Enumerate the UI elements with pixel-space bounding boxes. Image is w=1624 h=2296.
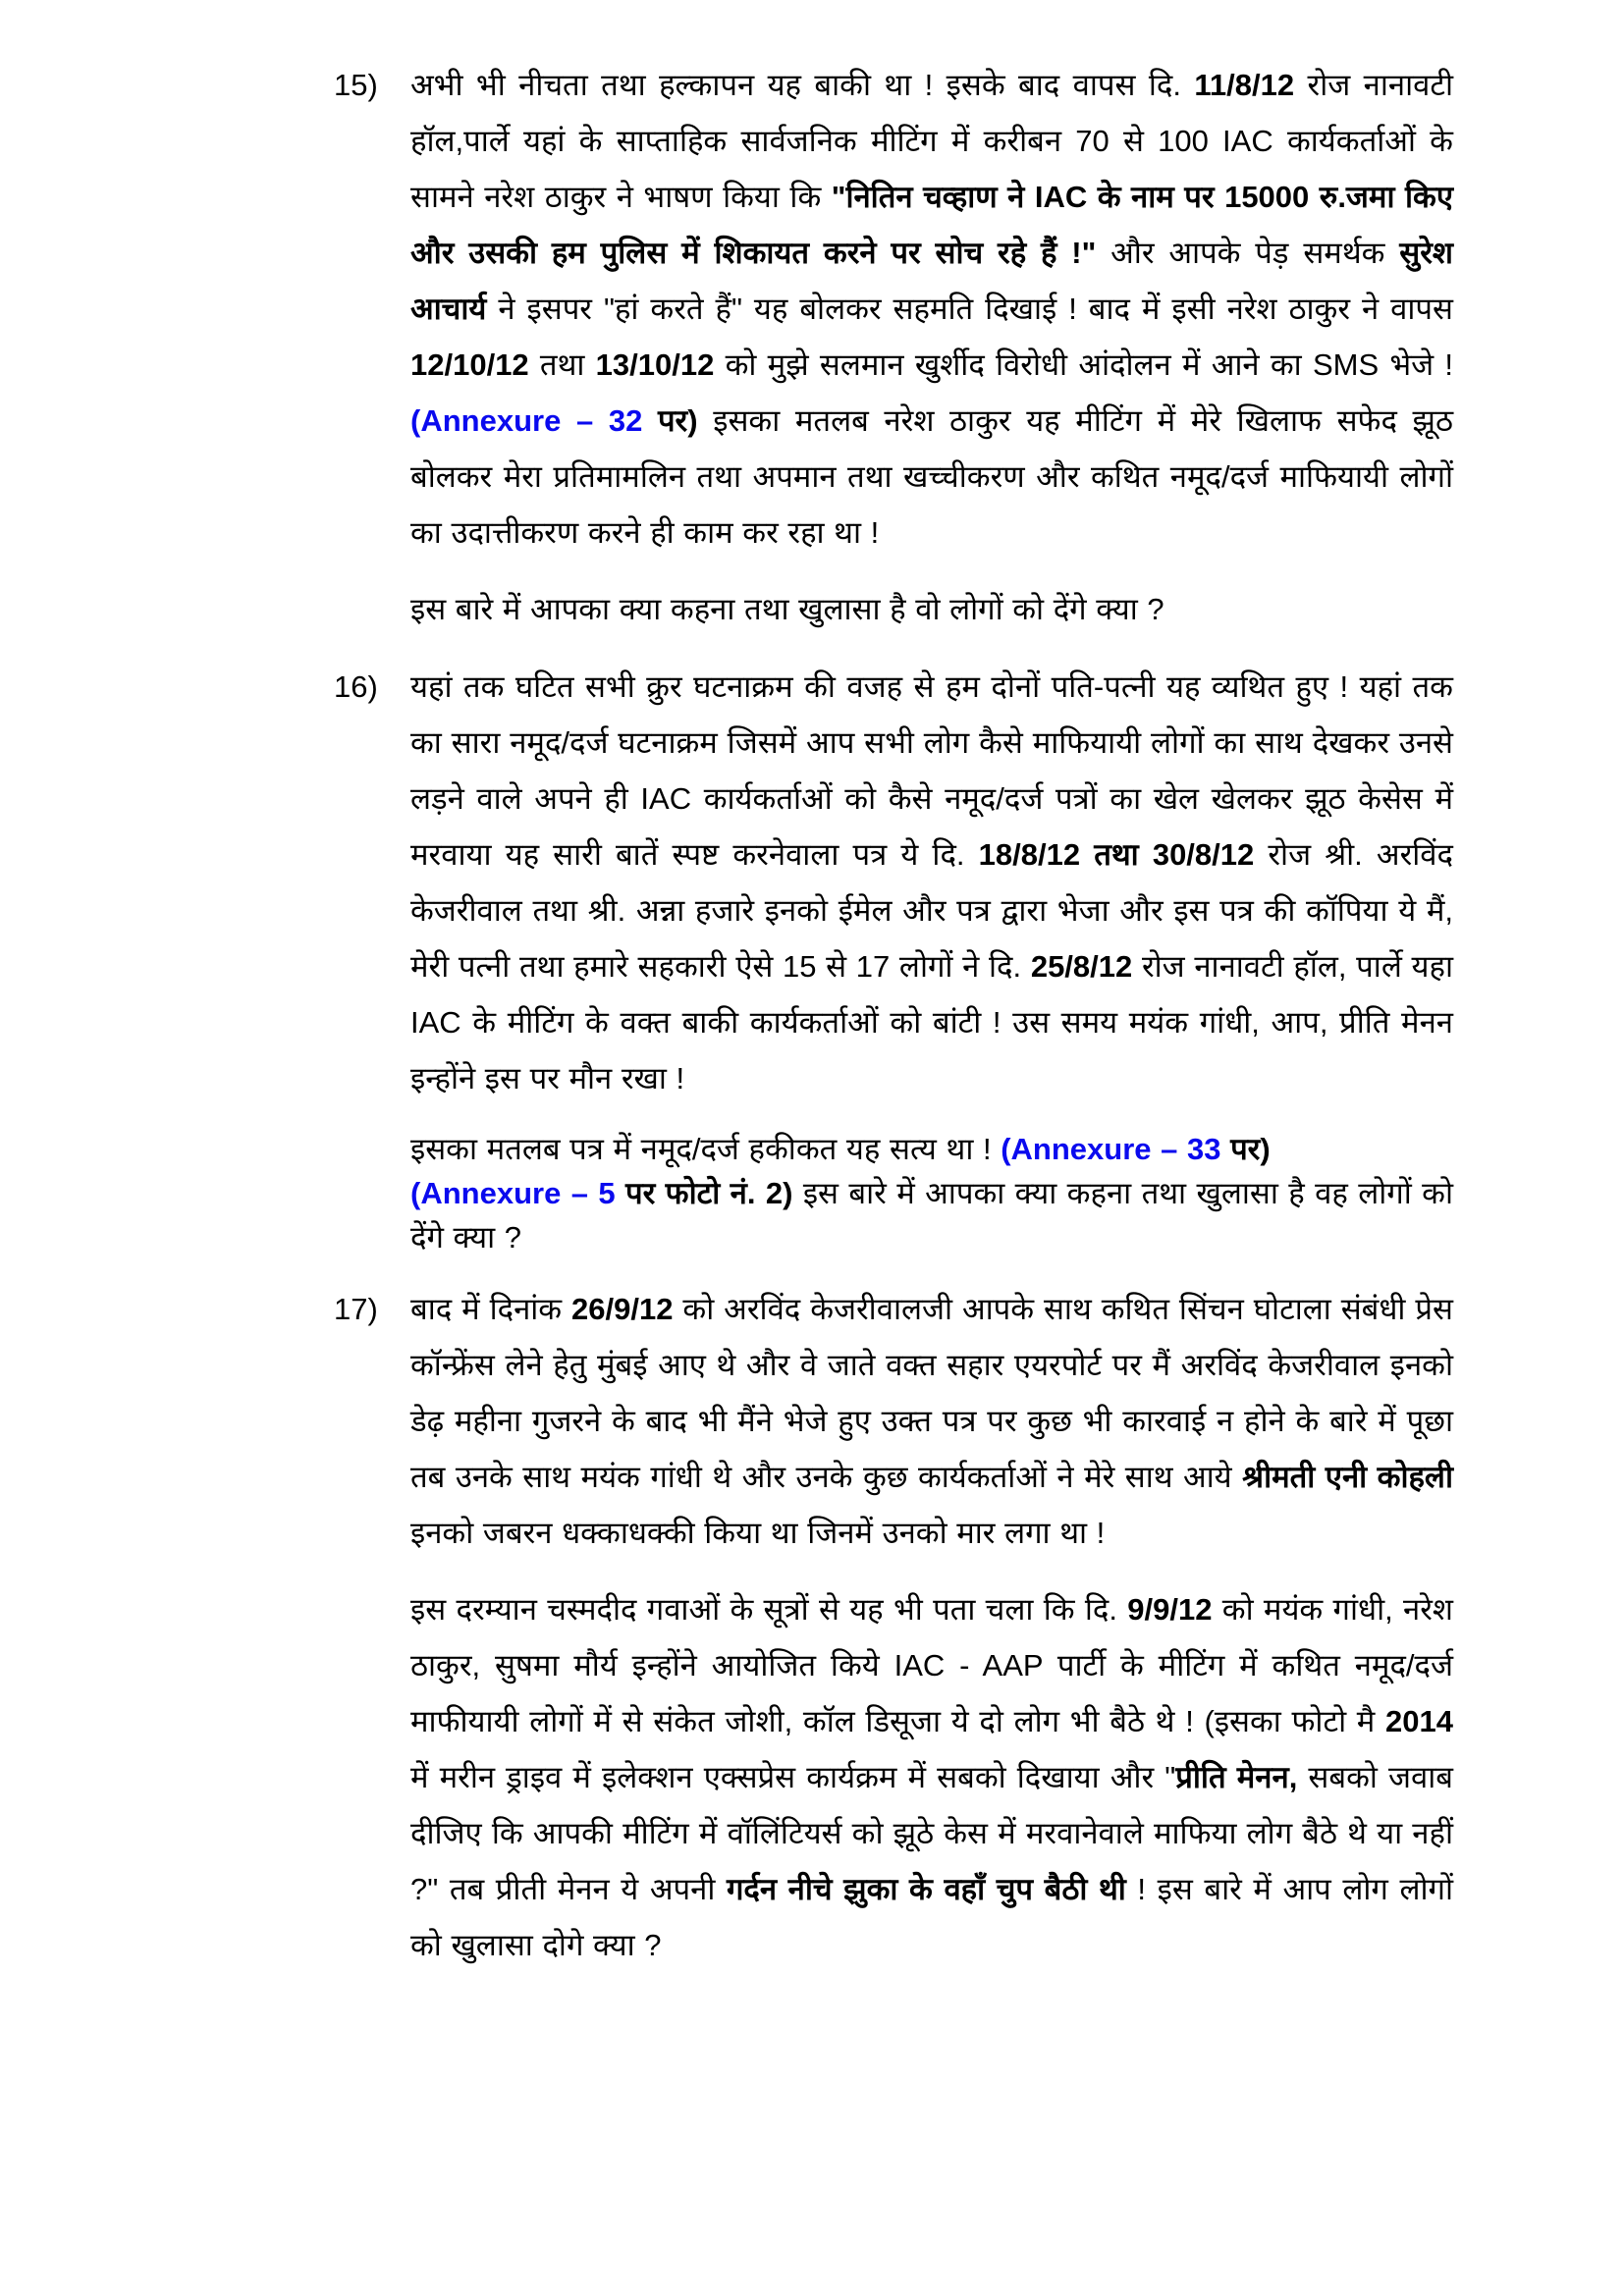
- text-segment: में मरीन ड्राइव में इलेक्शन एक्सप्रेस कार्यक्रम में सबको दिखाया और ": [410, 1760, 1176, 1794]
- text-segment: तथा: [528, 347, 596, 382]
- text-segment: इस बारे में आपका क्या कहना तथा खुलासा है वो लोगों को देंगे क्या ?: [410, 592, 1164, 626]
- text-segment: 11/8/12: [1194, 68, 1295, 102]
- text-segment: पर): [1230, 1132, 1271, 1166]
- text-segment: इसका मतलब पत्र में नमूद/दर्ज हकीकत यह सत्य था !: [410, 1132, 1001, 1166]
- text-segment: बाद में दिनांक: [410, 1292, 572, 1326]
- text-segment: इस बारे में आपका क्या कहना तथा खुलासा है वह लोगों को देंगे क्या ?: [410, 1176, 1453, 1255]
- text-segment: प्रीति मेनन,: [1175, 1760, 1298, 1794]
- list-item-17: [334, 1281, 1453, 1973]
- text-segment: 13/10/12: [595, 347, 715, 382]
- text-segment: गर्दन नीचे झुका के वहाँ चुप बैठी थी: [726, 1872, 1126, 1906]
- item-content: [410, 57, 1453, 637]
- text-segment: ! इस बारे में आप लोग लोगों को खुलासा दोगे क्या ?: [410, 1872, 1453, 1962]
- text-segment: 25/8/12: [1030, 949, 1133, 984]
- text-segment: को अरविंद केजरीवालजी आपके साथ कथित सिंचन घोटाला संबंधी प्रेस कॉन्फ्रेंस लेने हेतु मुंबई आए थे और वे जाते वक्त सहार एयरपोर्ट पर मैं अरविंद केजरीवाल इनको डेढ़ महीना गुजरने के बाद भी मैंने भेजे हुए उक्त पत्र पर कुछ भी कारवाई न होने के बारे में पूछा तब उनके साथ मयंक गांधी थे और उनके कुछ कार्यकर्ताओं ने मेरे साथ आये: [410, 1292, 1453, 1494]
- text-segment: "नितिन चव्हाण ने IAC के नाम पर 15000 रु.जमा किए और उसकी हम पुलिस में शिकायत करने पर सोच रहे हैं !": [410, 180, 1453, 270]
- item-number: 16): [334, 669, 378, 704]
- item-content: [410, 659, 1453, 1259]
- paragraph: [410, 1281, 1453, 1561]
- list-item-16: [334, 659, 1453, 1259]
- annexure-reference: (Annexure – 5: [410, 1176, 625, 1210]
- item-number: 17): [334, 1292, 378, 1326]
- text-segment: सबको जवाब दीजिए कि आपकी मीटिंग में वॉलिंटियर्स को झूठे केस में मरवानेवाले माफिया लोग बैठे थे या नहीं ?" तब प्रीती मेनन ये अपनी: [410, 1760, 1453, 1906]
- paragraph: [410, 1581, 1453, 1973]
- item-content: [410, 1281, 1453, 1973]
- text-segment: 9/9/12: [1127, 1592, 1213, 1627]
- text-segment: रोज नानावटी हॉल, पार्ले यहा IAC के मीटिंग के वक्त बाकी कार्यकर्ताओं को बांटी ! उस समय मयंक गांधी, आप, प्रीति मेनन इन्होंने इस पर मौन रखा !: [410, 949, 1453, 1095]
- text-segment: अभी भी नीचता तथा हल्कापन यह बाकी था ! इसके बाद वापस दि.: [410, 68, 1195, 102]
- document-page: [334, 57, 1453, 1973]
- text-segment: 2014: [1385, 1704, 1453, 1738]
- text-segment: पर फोटो नं. 2): [624, 1176, 793, 1210]
- text-segment: को मयंक गांधी, नरेश ठाकुर, सुषमा मौर्य इन्होंने आयोजित किये IAC - AAP पार्टी के मीटिंग में कथित नमूद/दर्ज माफीयायी लोगों में से संकेत जोशी, कॉल डिसूजा ये दो लोग भी बैठे थे ! (इसका फोटो मै: [410, 1592, 1453, 1738]
- text-segment: रोज नानावटी हॉल,पार्ले यहां के साप्ताहिक सार्वजनिक मीटिंग में करीबन 70 से 100 IAC कार्यकर्ताओं के सामने नरेश ठाकुर ने भाषण किया कि: [410, 68, 1454, 214]
- text-segment: ने इसपर "हां करते हैं" यह बोलकर सहमति दिखाई ! बाद में इसी नरेश ठाकुर ने वापस: [486, 292, 1453, 326]
- text-segment: इस दरम्यान चस्मदीद गवाओं के सूत्रों से यह भी पता चला कि दि.: [410, 1592, 1128, 1627]
- text-segment: 26/9/12: [571, 1292, 674, 1326]
- annexure-reference: (Annexure – 33: [1001, 1132, 1231, 1166]
- list-item-15: [334, 57, 1453, 637]
- text-segment: 18/8/12 तथा 30/8/12: [978, 837, 1255, 872]
- text-segment: इसका मतलब नरेश ठाकुर यह मीटिंग में मेरे खिलाफ सफेद झूठ बोलकर मेरा प्रतिमामलिन तथा अपमान तथा खच्चीकरण और कथित नमूद/दर्ज माफियायी लोगों का उदात्तीकरण करने ही काम कर रहा था !: [410, 403, 1454, 550]
- text-segment: श्रीमती एनी कोहली: [1242, 1460, 1453, 1494]
- text-segment: इनको जबरन धक्काधक्की किया था जिनमें उनको मार लगा था !: [410, 1516, 1106, 1550]
- text-segment: यहां तक घटित सभी क्रुर घटनाक्रम की वजह से हम दोनों पति-पत्नी यह व्यथित हुए ! यहां तक का सारा नमूद/दर्ज घटनाक्रम जिसमें आप सभी लोग कैसे माफियायी लोगों का साथ देखकर उनसे लड़ने वाले अपने ही IAC कार्यकर्ताओं को कैसे नमूद/दर्ज पत्रों का खेल खेलकर झूठ केसेस में मरवाया यह सारी बातें स्पष्ट करनेवाला पत्र ये दि.: [410, 669, 1453, 872]
- text-segment: को मुझे सलमान खुर्शीद विरोधी आंदोलन में आने का SMS भेजे !: [714, 347, 1454, 382]
- paragraph: [410, 659, 1453, 1106]
- text-segment: और आपके पेड़ समर्थक: [1096, 236, 1400, 270]
- text-segment: सुरेश आचार्य: [410, 236, 1453, 326]
- text-segment: 12/10/12: [410, 347, 529, 382]
- paragraph: [410, 1127, 1453, 1259]
- item-number: 15): [334, 68, 378, 102]
- paragraph: [410, 57, 1453, 561]
- text-segment: रोज श्री. अरविंद केजरीवाल तथा श्री. अन्ना हजारे इनको ईमेल और पत्र द्वारा भेजा और इस पत्र की कॉपिया ये मैं, मेरी पत्नी तथा हमारे सहकारी ऐसे 15 से 17 लोगों ने दि.: [410, 837, 1454, 984]
- document-body: [334, 57, 1453, 1973]
- annexure-reference: (Annexure – 32: [410, 403, 658, 438]
- paragraph: [410, 581, 1453, 637]
- text-segment: पर): [657, 403, 698, 438]
